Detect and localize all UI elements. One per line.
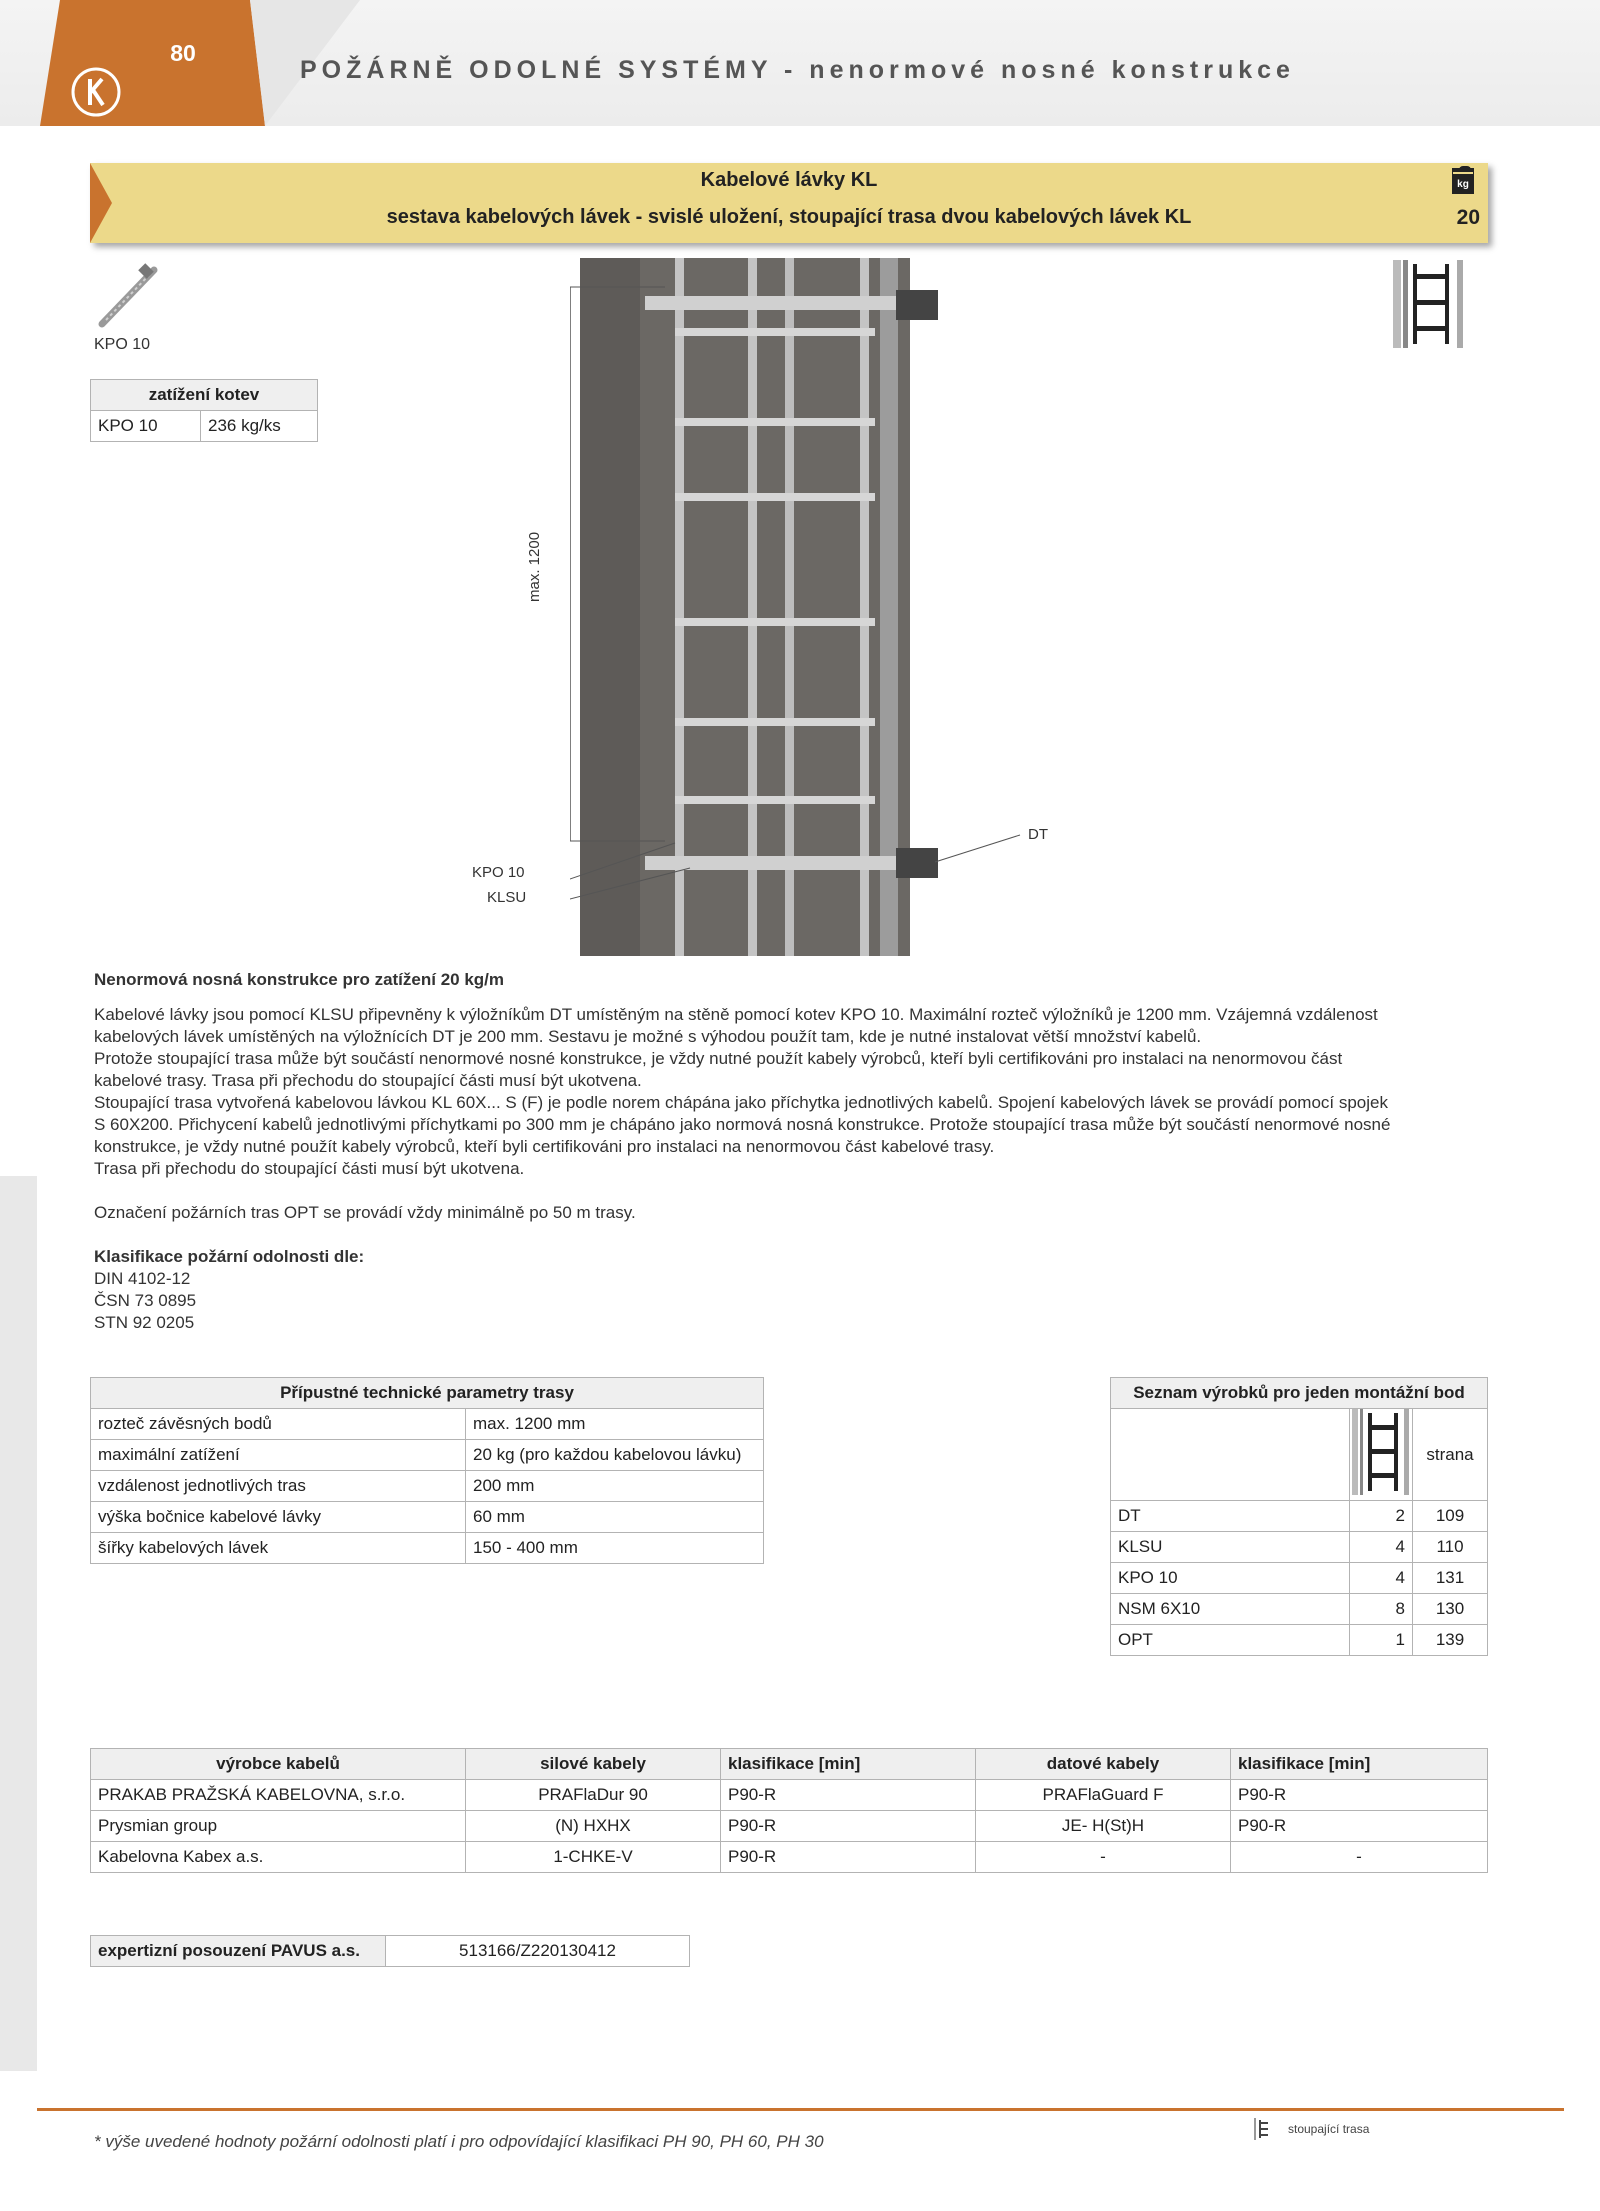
section-icon	[1254, 2118, 1270, 2140]
cables-header: silové kabely	[466, 1749, 721, 1780]
cable-manufacturer: PRAKAB PRAŽSKÁ KABELOVNA, s.r.o.	[91, 1780, 466, 1811]
footer-section: stoupající trasa	[1288, 2122, 1370, 2136]
data-classification: -	[1231, 1842, 1488, 1873]
param-value: max. 1200 mm	[466, 1409, 764, 1440]
ladder-cell	[1350, 1409, 1413, 1501]
product-qty: 2	[1350, 1501, 1413, 1532]
product-name: DT	[1111, 1501, 1350, 1532]
label-klsu: KLSU	[487, 889, 527, 906]
label-dt: DT	[1028, 826, 1048, 843]
expertise-table	[90, 1935, 690, 1967]
footer-divider	[37, 2108, 1564, 2111]
power-classification: P90-R	[721, 1811, 976, 1842]
standard-item: STN 92 0205	[94, 1313, 195, 1332]
param-name: rozteč závěsných bodů	[91, 1409, 466, 1440]
data-classification: P90-R	[1231, 1811, 1488, 1842]
product-qty: 8	[1350, 1594, 1413, 1625]
anchor-value: 236 kg/ks	[201, 411, 318, 442]
product-qty: 4	[1350, 1532, 1413, 1563]
params-table-header: Přípustné technické parametry trasy	[91, 1378, 764, 1409]
cables-header: klasifikace [min]	[721, 1749, 976, 1780]
title-line-1: Kabelové lávky KL	[700, 169, 878, 191]
anchor-bolt-icon	[92, 262, 164, 332]
page-number: 80	[170, 40, 196, 66]
standard-item: ČSN 73 0895	[94, 1291, 197, 1310]
classification-heading: Klasifikace požární odolnosti dle:	[94, 1247, 365, 1266]
param-value: 200 mm	[466, 1471, 764, 1502]
param-value: 60 mm	[466, 1502, 764, 1533]
products-table-header: Seznam výrobků pro jeden montážní bod	[1111, 1378, 1488, 1409]
power-cable: PRAFlaDur 90	[466, 1780, 721, 1811]
load-value: 20	[1456, 206, 1480, 229]
side-strip	[0, 1176, 37, 2071]
product-name: OPT	[1111, 1625, 1350, 1656]
product-page: 139	[1413, 1625, 1488, 1656]
footer-note: * výše uvedené hodnoty požární odolnosti platí i pro odpovídající klasifikaci PH 90, PH 60, PH 30	[94, 2132, 824, 2151]
products-table	[1110, 1377, 1488, 1656]
anchor-load-table	[90, 379, 318, 442]
standards-list	[94, 1268, 1484, 1334]
cable-ladder-assembly-illustration	[570, 258, 1050, 956]
description-line: konstrukce, je vždy nutné použít kabely výrobců, kteří byli certifikováni pro instalaci na nenormovou část kabelové trasy.	[94, 1137, 995, 1156]
cables-table	[90, 1748, 1488, 1873]
description-line: Protože stoupající trasa může být součástí nenormové nosné konstrukce, je vždy nutné použít kabely výrobců, kteří byli certifikováni pro instalaci na nenormovou část	[94, 1049, 1343, 1068]
param-value: 150 - 400 mm	[466, 1533, 764, 1564]
data-classification: P90-R	[1231, 1780, 1488, 1811]
data-cable: JE- H(St)H	[976, 1811, 1231, 1842]
data-cable: -	[976, 1842, 1231, 1873]
cable-manufacturer: Kabelovna Kabex a.s.	[91, 1842, 466, 1873]
product-name: KPO 10	[1111, 1563, 1350, 1594]
power-classification: P90-R	[721, 1842, 976, 1873]
product-page: 110	[1413, 1532, 1488, 1563]
data-cable: PRAFlaGuard F	[976, 1780, 1231, 1811]
description-body	[94, 1004, 1484, 1180]
description-line: S 60X200. Přichycení kabelů jednotlivými příchytkami po 300 mm je chápáno jako normová nosná konstrukce. Protože stoupající trasa může být součástí nenormové nosné	[94, 1115, 1391, 1134]
page-header-cell: strana	[1413, 1409, 1488, 1501]
cable-manufacturer: Prysmian group	[91, 1811, 466, 1842]
power-classification: P90-R	[721, 1780, 976, 1811]
expertise-label: expertizní posouzení PAVUS a.s.	[91, 1936, 386, 1967]
product-name: KLSU	[1111, 1532, 1350, 1563]
standard-item: DIN 4102-12	[94, 1269, 191, 1288]
page-title: POŽÁRNĚ ODOLNÉ SYSTÉMY - nenormové nosné konstrukce	[300, 56, 1295, 84]
anchor-name: KPO 10	[91, 411, 201, 442]
anchor-table-header: zatížení kotev	[91, 380, 318, 411]
description-line: Trasa při přechodu do stoupající části musí být ukotvena.	[94, 1159, 525, 1178]
params-table	[90, 1377, 764, 1564]
cables-header: výrobce kabelů	[91, 1749, 466, 1780]
expertise-value: 513166/Z220130412	[386, 1936, 690, 1967]
label-kpo: KPO 10	[472, 864, 525, 881]
param-name: vzdálenost jednotlivých tras	[91, 1471, 466, 1502]
cables-header: klasifikace [min]	[1231, 1749, 1488, 1780]
param-name: šířky kabelových lávek	[91, 1533, 466, 1564]
product-page: 109	[1413, 1501, 1488, 1532]
description-line: Stoupající trasa vytvořená kabelovou lávkou KL 60X... S (F) je podle norem chápána jako příchytka jednotlivých kabelů. Spojení kabelových lávek se provádí pomocí spojek	[94, 1093, 1388, 1112]
power-cable: (N) HXHX	[466, 1811, 721, 1842]
description-heading: Nenormová nosná konstrukce pro zatížení 20 kg/m	[94, 970, 505, 989]
marking-text: Označení požárních tras OPT se provádí vždy minimálně po 50 m trasy.	[94, 1203, 636, 1222]
param-name: maximální zatížení	[91, 1440, 466, 1471]
company-logo-icon	[70, 66, 122, 118]
description-line: Kabelové lávky jsou pomocí KLSU připevněny k výložníkům DT umístěným na stěně pomocí kotev KPO 10. Maximální rozteč výložníků je 1200 mm. Vzájemná vzdálenost	[94, 1005, 1378, 1024]
cables-header: datové kabely	[976, 1749, 1231, 1780]
weight-icon: kg	[1452, 168, 1474, 194]
products-empty-cell	[1111, 1409, 1350, 1501]
product-qty: 4	[1350, 1563, 1413, 1594]
power-cable: 1-CHKE-V	[466, 1842, 721, 1873]
title-line-2: sestava kabelových lávek - svislé uložení, stoupající trasa dvou kabelových lávek KL	[386, 206, 1192, 228]
ladder-icon	[1350, 1409, 1412, 1495]
dimension-label: max. 1200	[526, 531, 543, 602]
product-page: 130	[1413, 1594, 1488, 1625]
product-page: 131	[1413, 1563, 1488, 1594]
param-value: 20 kg (pro každou kabelovou lávku)	[466, 1440, 764, 1471]
param-name: výška bočnice kabelové lávky	[91, 1502, 466, 1533]
ladder-icon	[1393, 260, 1473, 348]
description-line: kabelových lávek umístěných na výložnících DT je 200 mm. Sestavu je možné s výhodou použít tam, kde je nutné instalovat větší množství kabelů.	[94, 1027, 1202, 1046]
product-qty: 1	[1350, 1625, 1413, 1656]
description-line: kabelové trasy. Trasa při přechodu do stoupající části musí být ukotvena.	[94, 1071, 642, 1090]
product-name: NSM 6X10	[1111, 1594, 1350, 1625]
product-label: KPO 10	[94, 336, 151, 353]
